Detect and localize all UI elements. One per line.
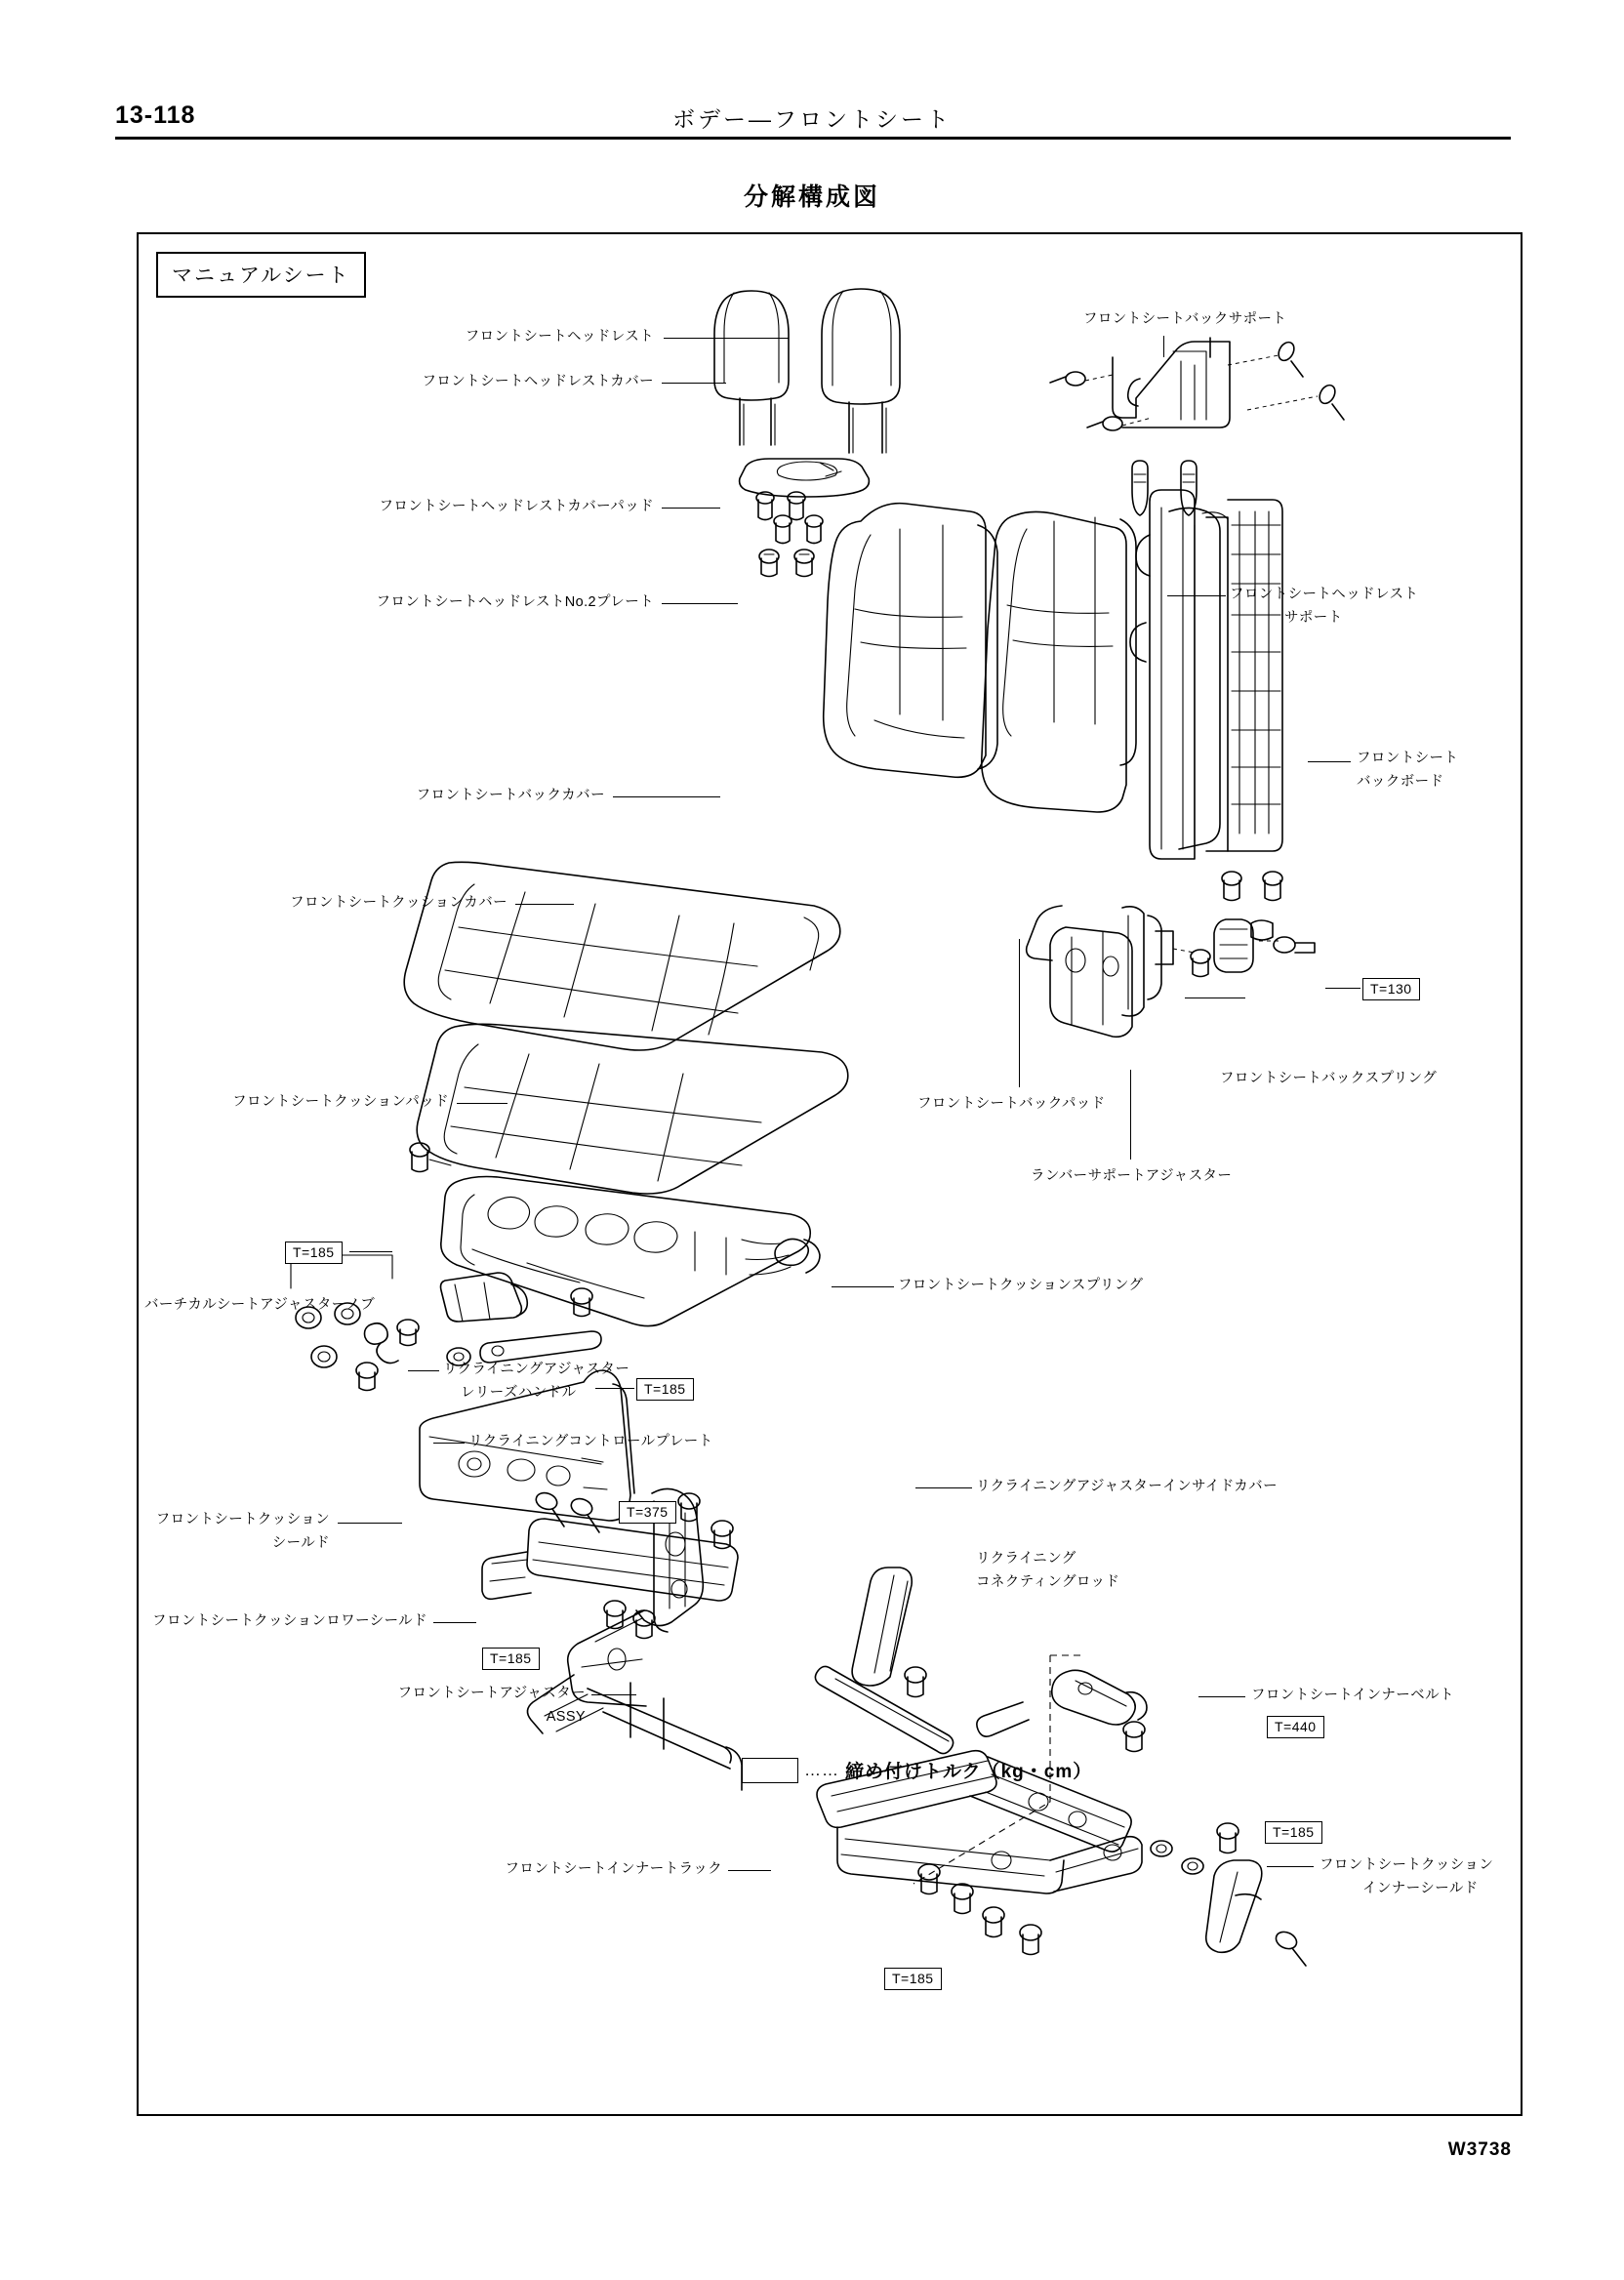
- label-cushion-shield-line1: フロントシートクッション: [155, 1512, 330, 1527]
- label-cushion-inner-shield-line2: インナーシールド: [1362, 1881, 1479, 1896]
- label-headrest-support-line2: サポート: [1284, 610, 1343, 626]
- torque-back-spring: T=130: [1362, 978, 1420, 1000]
- label-reclining-control-plate: リクライニングコントロールプレート: [468, 1434, 713, 1449]
- diagram-type-label: マニュアルシート: [156, 252, 366, 298]
- torque-inner-belt: T=440: [1267, 1716, 1324, 1738]
- leader-back-board: [1308, 761, 1351, 762]
- leader-headrest-cover-pad: [662, 508, 720, 509]
- leader-headrest: [664, 338, 789, 339]
- leader-inner-belt: [1198, 1696, 1245, 1697]
- leader-headrest-support: [1167, 595, 1226, 596]
- label-cushion-lower-shield: フロントシートクッションロワーシールド: [152, 1613, 427, 1629]
- label-lumbar-support-adjuster: ランバーサポートアジャスター: [1031, 1168, 1233, 1184]
- label-inner-track: フロントシートインナートラック: [505, 1861, 722, 1877]
- label-seat-adjuster-assy-line1: フロントシートアジャスター: [397, 1686, 586, 1701]
- leader-cushion-inner-shield: [1267, 1866, 1314, 1867]
- leader-reclining-control-plate: [433, 1443, 465, 1444]
- label-back-pad: フロントシートバックパッド: [917, 1096, 1106, 1112]
- leader-back-pad: [1019, 939, 1020, 1087]
- leader-cushion-spring: [832, 1286, 894, 1287]
- label-headrest-cover: フロントシートヘッドレストカバー: [422, 374, 654, 389]
- torque-inner-track-bottom: T=185: [884, 1968, 942, 1990]
- leader-reclining-inside-cover: [915, 1487, 972, 1488]
- label-back-board-line2: バックボード: [1357, 774, 1444, 790]
- label-reclining-connecting-rod-line1: リクライニング: [976, 1551, 1076, 1567]
- torque-inner-track-right: T=185: [1265, 1821, 1322, 1844]
- label-cushion-cover: フロントシートクッションカバー: [290, 895, 508, 911]
- legend-text: 締め付けトルク（kg・cm）: [845, 1762, 1093, 1782]
- page-header-title: ボデー—フロントシート: [672, 106, 952, 132]
- torque-control-plate: T=375: [619, 1501, 676, 1524]
- torque-cushion-left: T=185: [285, 1242, 343, 1264]
- torque-lower-shield: T=185: [482, 1648, 540, 1670]
- label-vertical-seat-adjuster-knob: バーチカルシートアジャスターノブ: [144, 1297, 376, 1313]
- leader-cushion-pad: [457, 1103, 508, 1104]
- label-back-spring: フロントシートバックスプリング: [1220, 1071, 1438, 1086]
- leader-cushion-cover: [515, 904, 574, 905]
- page-number: 13-118: [115, 102, 196, 129]
- leader-cushion-lower-shield: [433, 1622, 476, 1623]
- label-reclining-release-line1: リクライニングアジャスター: [443, 1362, 630, 1377]
- leader-back-support: [1163, 336, 1164, 357]
- header-divider: [115, 137, 1511, 140]
- label-cushion-spring: フロントシートクッションスプリング: [898, 1278, 1144, 1293]
- legend-dots: ……: [804, 1760, 839, 1779]
- label-headrest-no2-plate: フロントシートヘッドレストNo.2プレート: [376, 594, 654, 610]
- legend-swatch: [742, 1758, 798, 1783]
- label-seat-adjuster-assy-line2: ASSY: [546, 1709, 586, 1725]
- leader-lumbar-support-adjuster: [1130, 1070, 1131, 1160]
- torque-reclining-release: T=185: [636, 1378, 694, 1401]
- leader-cushion-shield: [338, 1523, 402, 1524]
- leader-torque-reclining-release: [595, 1388, 634, 1389]
- leader-torque-back-spring: [1325, 988, 1360, 989]
- label-inner-belt: フロントシートインナーベルト: [1251, 1688, 1454, 1703]
- label-headrest-support-line1: フロントシートヘッドレスト: [1230, 587, 1419, 602]
- label-back-cover: フロントシートバックカバー: [416, 788, 605, 803]
- label-cushion-inner-shield-line1: フロントシートクッション: [1320, 1857, 1494, 1873]
- leader-torque-cushion-left: [349, 1251, 392, 1252]
- label-back-support: フロントシートバックサポート: [1083, 311, 1287, 327]
- label-back-board-line1: フロントシート: [1357, 751, 1459, 766]
- legend: [742, 1757, 1092, 1783]
- label-reclining-inside-cover: リクライニングアジャスターインサイドカバー: [976, 1479, 1278, 1494]
- label-reclining-release-line2: レリーズハンドル: [461, 1385, 577, 1401]
- section-title: 分解構成図: [743, 183, 880, 211]
- leader-headrest-cover: [662, 383, 726, 384]
- label-headrest: フロントシートヘッドレスト: [465, 329, 654, 345]
- leader-seat-adjuster-assy: [591, 1694, 636, 1695]
- leader-headrest-no2-plate: [662, 603, 738, 604]
- label-cushion-shield-line2: シールド: [271, 1535, 330, 1551]
- label-cushion-pad: フロントシートクッションパッド: [232, 1094, 449, 1110]
- label-headrest-cover-pad: フロントシートヘッドレストカバーパッド: [379, 499, 654, 514]
- label-reclining-connecting-rod-line2: コネクティングロッド: [976, 1574, 1120, 1590]
- leader-back-cover: [613, 796, 720, 797]
- leader-reclining-release: [408, 1370, 439, 1371]
- leader-inner-track: [728, 1870, 771, 1871]
- drawing-code: W3738: [1447, 2139, 1512, 2160]
